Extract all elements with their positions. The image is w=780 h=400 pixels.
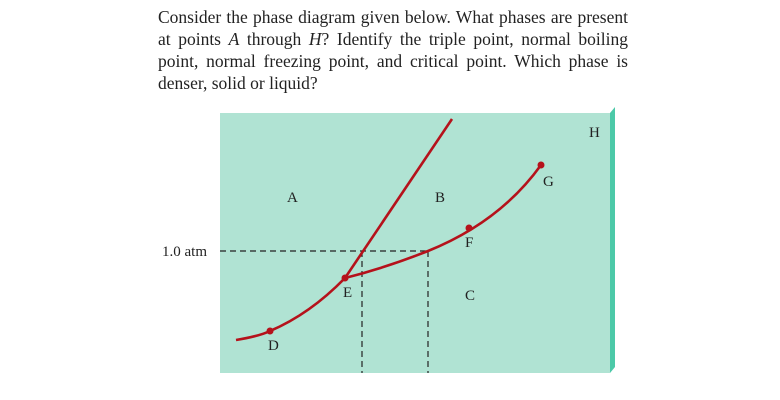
diagram-background <box>220 113 610 373</box>
region-label-c: C <box>465 288 476 304</box>
point-label-g: G <box>543 174 554 190</box>
point-f-marker <box>466 225 473 232</box>
region-label-b: B <box>435 190 446 206</box>
pressure-label: 1.0 atm <box>162 244 207 260</box>
region-label-h: H <box>589 125 600 141</box>
point-label-d: D <box>268 338 279 354</box>
panel-side-edge <box>610 107 615 373</box>
point-g-marker <box>538 162 545 169</box>
point-label-e: E <box>343 285 353 301</box>
point-d-marker <box>267 328 274 335</box>
point-e-marker <box>342 275 349 282</box>
question-text: Consider the phase diagram given below. What phases are present at points A through H? Identify the triple point, normal boiling point, normal freezing point, and critical point. Which phase is denser, solid or liquid? <box>158 7 628 93</box>
region-label-a: A <box>287 190 298 206</box>
point-label-f: F <box>465 235 474 251</box>
